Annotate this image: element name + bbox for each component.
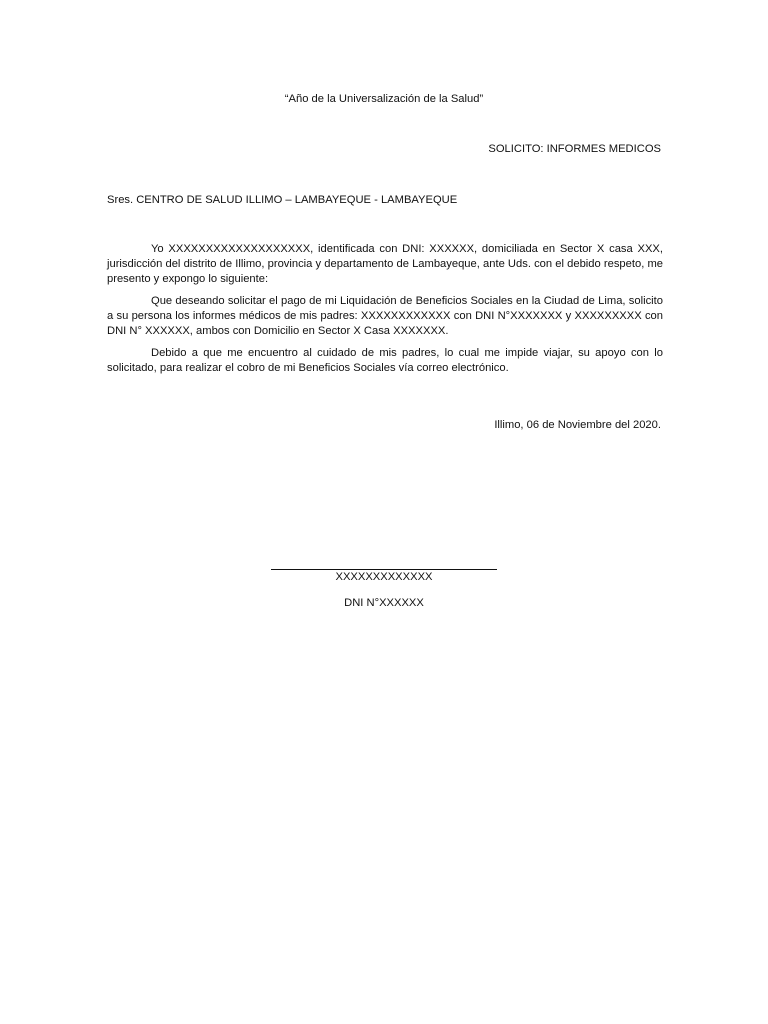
paragraph-reason: Debido a que me encuentro al cuidado de mis padres, lo cual me impide viajar, su apoyo con lo solicitado, para realizar el cobro de mi Beneficios Sociales vía correo electrónico. [107, 347, 663, 374]
signature-name: XXXXXXXXXXXXX [335, 571, 433, 583]
subject-line: SOLICITO: INFORMES MEDICOS [488, 143, 661, 155]
paragraph-introduction: Yo XXXXXXXXXXXXXXXXXXX, identificada con DNI: XXXXXX, domiciliada en Sector X casa XXX, jurisdicción del distrito de Illimo, provincia y departamento de Lambayeque, ante Uds. con el debido respeto, me presento y expongo lo siguiente: [107, 243, 663, 285]
date-place: Illimo, 06 de Noviembre del 2020. [494, 419, 661, 431]
letter-body [107, 242, 663, 383]
recipient-line: Sres. CENTRO DE SALUD ILLIMO – LAMBAYEQUE - LAMBAYEQUE [107, 194, 458, 206]
year-motto: “Año de la Universalización de la Salud” [284, 93, 484, 105]
paragraph-request: Que deseando solicitar el pago de mi Liquidación de Beneficios Sociales en la Ciudad de Lima, solicito a su persona los informes médicos de mis padres: XXXXXXXXXXXX con DNI N°XXXXXXX y XXXXXXXXX con DNI N° XXXXXX, ambos con Domicilio en Sector X Casa XXXXXXX. [107, 295, 663, 337]
signature-dni: DNI N°XXXXXX [344, 597, 424, 609]
